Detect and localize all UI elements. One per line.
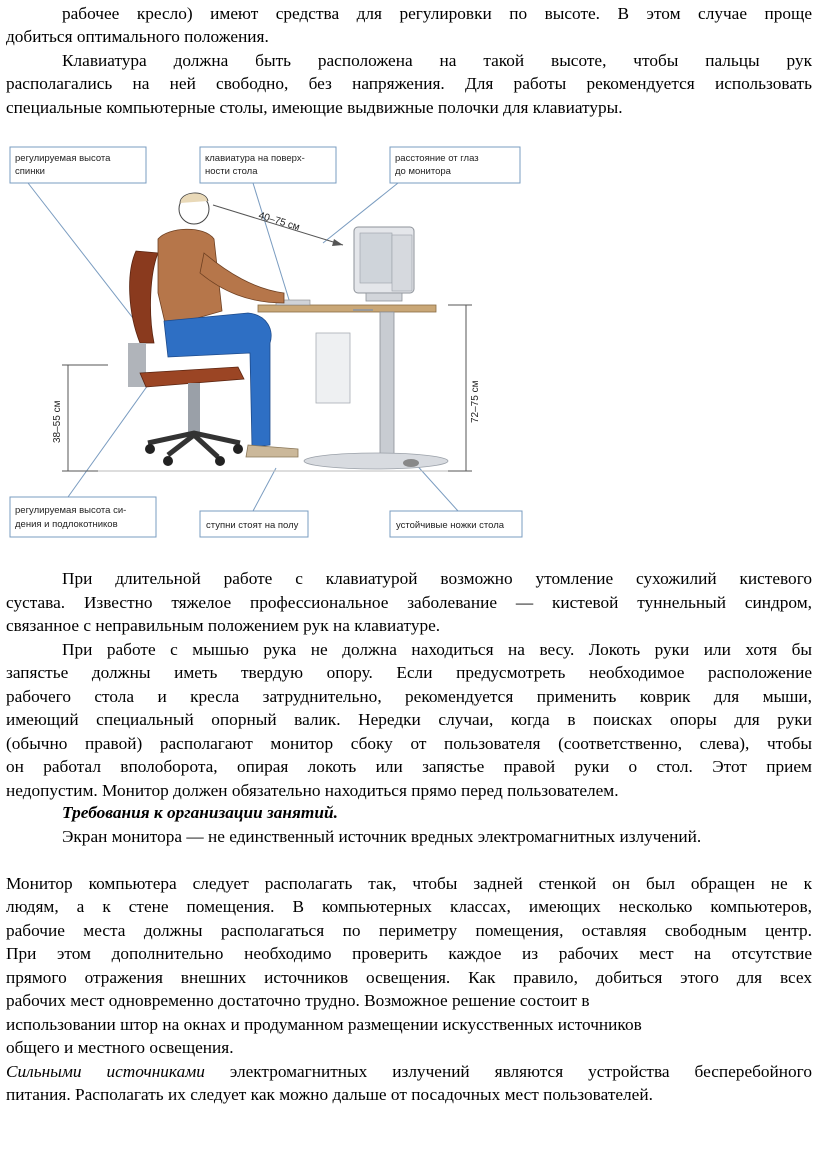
workstation-ergonomics-figure [8, 143, 528, 543]
eye-distance-dimension-label: 40–75 см [257, 210, 301, 234]
p4-line-7: использовании штор на окнах и продуманном размещении искусственных источников [6, 1015, 642, 1034]
keyboard-para-line-3: специальные компьютерные столы, имеющие выдвижные полочки для клавиатуры. [6, 98, 623, 117]
keyboard-para-line-2: располагались на ней свободно, без напряжения. Для работы рекомендуется использовать [6, 74, 812, 93]
p1-line-1: При длительной работе с клавиатурой возможно утомление сухожилий кистевого [62, 569, 812, 588]
p4-line-5: прямого отражения внешних источников освещения. Как правило, добиться этого для всех [6, 968, 812, 987]
p2-line-4: имеющий специальный опорный валик. Нередки случаи, когда в поисках опоры для руки [6, 710, 812, 729]
p4-line-3: рабочие места должны располагаться по периметру помещения, оставляя свободным центр. [6, 921, 812, 940]
seat-height-dimension [52, 365, 108, 471]
callout-back-height [10, 147, 146, 183]
p2-line-6: он работал вполоборота, опирая локоть или запястье правой руки о стол. Этот прием [6, 757, 812, 776]
callout-keyboard-line-1: клавиатура на поверх- [205, 153, 305, 164]
callout-legs [390, 511, 522, 537]
p2-line-1: При работе с мышью рука не должна находиться на весу. Локоть руки или хотя бы [62, 640, 812, 659]
p5-line-2: питания. Располагать их следует как можно дальше от посадочных мест пользователей. [6, 1085, 653, 1104]
p2-line-3: рабочего стола и кресла затруднительно, рекомендуется применить коврик для мыши, [6, 687, 812, 706]
callout-back-height-line-1: регулируемая высота [15, 153, 111, 164]
keyboard-para-line-1: Клавиатура должна быть расположена на такой высоте, чтобы пальцы рук [62, 51, 812, 70]
callout-keyboard-line-2: ности стола [205, 166, 258, 177]
desk [258, 305, 448, 469]
callout-distance-line-1: расстояние от глаз [395, 153, 479, 164]
callout-feet-text: ступни стоят на полу [206, 520, 299, 531]
p1-line-3: связанное с неправильным положением рук на клавиатуре. [6, 616, 441, 635]
seated-person [158, 193, 298, 457]
p2-line-2: запястье должны иметь твердую опору. Если предусмотреть необходимое расположение [6, 663, 812, 682]
eye-distance-dimension [213, 205, 343, 246]
callout-seat-height [10, 497, 156, 537]
callout-seat-height-line-1: регулируемая высота си- [15, 505, 127, 516]
p2-line-5: (обычно правой) располагают монитор сбоку от пользователя (соответственно, слева), чтобы [6, 734, 812, 753]
p4-line-8: общего и местного освещения. [6, 1038, 234, 1057]
table-height-dimension-label: 72–75 см [470, 380, 481, 423]
callout-keyboard [200, 147, 336, 183]
table-height-dimension [448, 305, 481, 471]
p4-line-1: Монитор компьютера следует располагать так, чтобы задней стенкой он был обращен не к [6, 874, 812, 893]
callout-back-height-line-2: спинки [15, 166, 45, 177]
p2-line-7: недопустим. Монитор должен обязательно находиться прямо перед пользователем. [6, 781, 619, 800]
p5-italic-phrase: Сильными источниками [6, 1062, 205, 1081]
p4-line-2: людям, а к стене помещения. В компьютерных классах, имеющих несколько компьютеров, [6, 897, 812, 916]
callout-legs-text: устойчивые ножки стола [396, 520, 505, 531]
intro-line-2: добиться оптимального положения. [6, 27, 269, 46]
section-heading: Требования к организации занятий. [62, 803, 338, 822]
callout-seat-height-line-2: дения и подлокотников [15, 519, 118, 530]
monitor [354, 227, 414, 301]
p4-line-6: рабочих мест одновременно достаточно трудно. Возможное решение состоит в [6, 991, 590, 1010]
callout-distance [390, 147, 520, 183]
seat-height-dimension-label: 38–55 см [52, 400, 63, 443]
p4-line-4: При этом дополнительно необходимо проверить каждое из рабочих мест на отсутствие [6, 944, 812, 963]
callout-feet [200, 511, 308, 537]
p1-line-2: сустава. Известно тяжелое профессиональное заболевание — кистевой туннельный синдром, [6, 593, 812, 612]
p3-line-1: Экран монитора — не единственный источник вредных электромагнитных излучений. [62, 827, 702, 846]
p5-line-1: Сильными источниками электромагнитных излучений являются устройства бесперебойного [6, 1062, 812, 1081]
callout-distance-line-2: до монитора [395, 166, 451, 177]
intro-line-1: рабочее кресло) имеют средства для регулировки по высоте. В этом случае проще [62, 4, 812, 23]
